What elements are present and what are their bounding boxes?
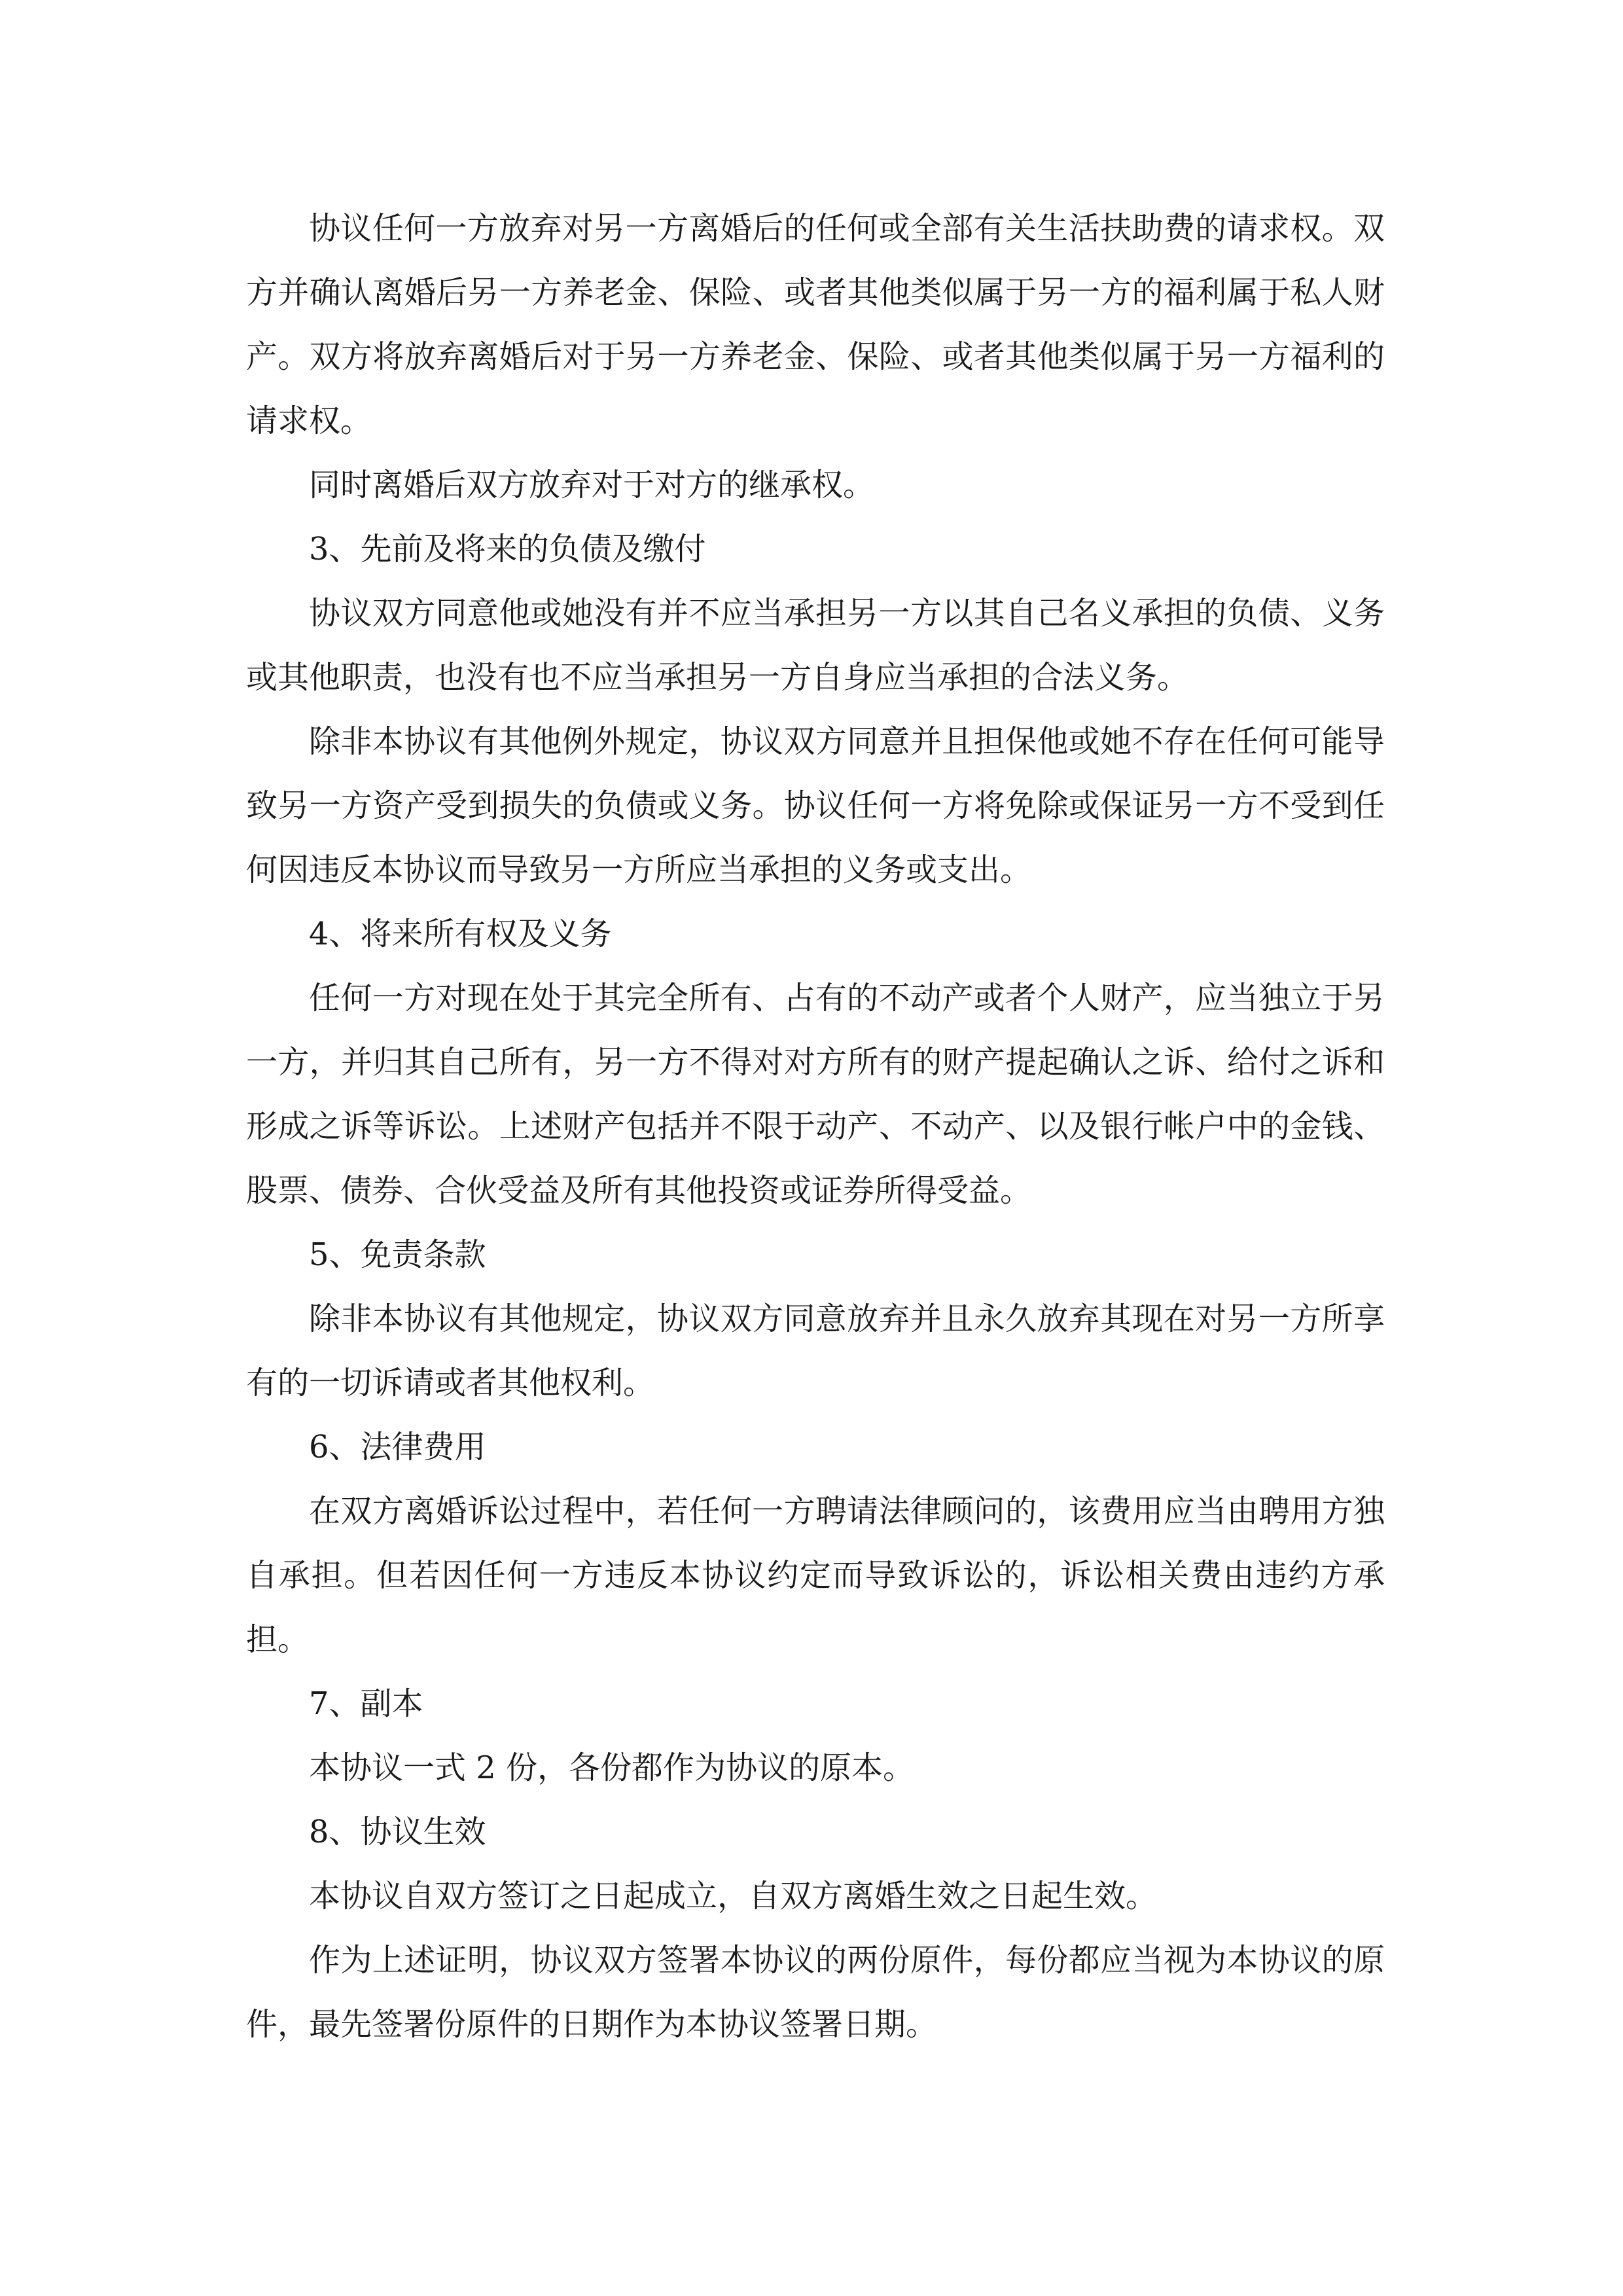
paragraph-future-ownership: 任何一方对现在处于其完全所有、占有的不动产或者个人财产，应当独立于另一方，并归其自己所有，另一方不得对对方所有的财产提起确认之诉、给付之诉和形成之诉等诉讼。上述财产包括并不限于动产、不动产、以及银行帐户中的金钱、股票、债券、合伙受益及所有其他投资或证券所得受益。 <box>246 980 1385 1209</box>
section-heading-8: 8、协议生效 <box>309 1814 486 1850</box>
section-heading-3: 3、先前及将来的负债及缴付 <box>309 531 706 567</box>
section-heading-6: 6、法律费用 <box>309 1429 486 1465</box>
section-heading-4: 4、将来所有权及义务 <box>309 916 612 952</box>
section-heading-5: 5、免责条款 <box>309 1236 486 1273</box>
paragraph-debt-obligations: 协议双方同意他或她没有并不应当承担另一方以其自己名义承担的负债、义务或其他职责，也没有也不应当承担另一方自身应当承担的合法义务。 <box>246 595 1385 696</box>
paragraph-effective-date: 本协议自双方签订之日起成立，自双方离婚生效之日起生效。 <box>309 1878 1158 1914</box>
paragraph-disclaimer: 除非本协议有其他规定，协议双方同意放弃并且永久放弃其现在对另一方所享有的一切诉请或者其他权利。 <box>246 1300 1385 1401</box>
paragraph-signature-originals: 作为上述证明，协议双方签署本协议的两份原件，每份都应当视为本协议的原件，最先签署份原件的日期作为本协议签署日期。 <box>246 1942 1385 2043</box>
paragraph-alimony-waiver: 协议任何一方放弃对另一方离婚后的任何或全部有关生活扶助费的请求权。双方并确认离婚后另一方养老金、保险、或者其他类似属于另一方的福利属于私人财产。双方将放弃离婚后对于另一方养老金、保险、或者其他类似属于另一方福利的请求权。 <box>246 210 1385 439</box>
section-heading-7: 7、副本 <box>309 1685 423 1722</box>
paragraph-inheritance-waiver: 同时离婚后双方放弃对于对方的继承权。 <box>309 467 875 503</box>
paragraph-copies: 本协议一式 2 份，各份都作为协议的原本。 <box>309 1749 915 1786</box>
document-body <box>246 196 1385 2056</box>
paragraph-debt-guarantee: 除非本协议有其他例外规定，协议双方同意并且担保他或她不存在任何可能导致另一方资产受到损失的负债或义务。协议任何一方将免除或保证另一方不受到任何因违反本协议而导致另一方所应当承担的义务或支出。 <box>246 723 1385 888</box>
paragraph-legal-fees: 在双方离婚诉讼过程中，若任何一方聘请法律顾问的，该费用应当由聘用方独自承担。但若因任何一方违反本协议约定而导致诉讼的，诉讼相关费由违约方承担。 <box>246 1493 1385 1658</box>
